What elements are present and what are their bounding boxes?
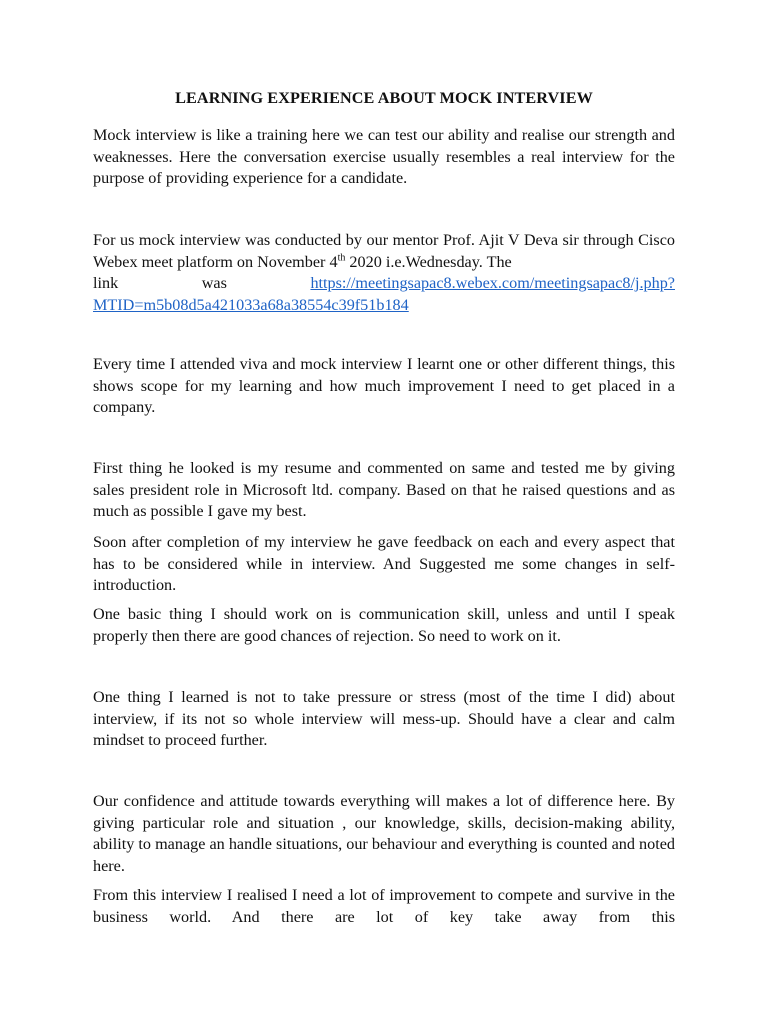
paragraph-confidence: Our confidence and attitude towards everything will makes a lot of difference here. By giving particular role and situation , our knowledge, skills, decision-making ability, ability to manage an handle situations, our behaviour and everything is counted and noted here. <box>93 792 675 875</box>
paragraph-text: For us mock interview was conducted by our mentor Prof. Ajit V Deva sir through Cisco Webex meet platform on November 4 <box>93 231 675 271</box>
paragraph-learning-scope: Every time I attended viva and mock interview I learnt one or other different things, this shows scope for my learning and how much improvement I need to get placed in a company. <box>93 355 675 416</box>
paragraph-pressure: One thing I learned is not to take pressure or stress (most of the time I did) about interview, if its not so whole interview will mess-up. Should have a clear and calm mindset to proceed further. <box>93 688 675 749</box>
meeting-link[interactable]: https://meetingsapac8.webex.com/meetingsapac8/j.php? <box>310 274 675 292</box>
paragraph-resume-review: First thing he looked is my resume and commented on same and tested me by giving sales president role in Microsoft ltd. company. Based on that he raised questions and as much as possible I gave my best. <box>93 459 675 520</box>
paragraph-definition: Mock interview is like a training here we can test our ability and realise our strength and weaknesses. Here the conversation exercise usually resembles a real interview for the purpose of providing experience for a candidate. <box>93 126 675 187</box>
document-page <box>93 0 675 1024</box>
page-title: LEARNING EXPERIENCE ABOUT MOCK INTERVIEW <box>175 89 593 107</box>
meeting-link-continued[interactable]: MTID=m5b08d5a421033a68a38554c39f51b184 <box>93 295 409 314</box>
paragraph-feedback: Soon after completion of my interview he gave feedback on each and every aspect that has to be considered while in interview. And Suggested me some changes in self-introduction. <box>93 533 675 594</box>
paragraph-meeting-details <box>93 230 675 316</box>
link-line <box>93 273 675 295</box>
paragraph-improvement: From this interview I realised I need a lot of improvement to compete and survive in the business world. And there are lot of key take away from this <box>93 886 675 926</box>
paragraph-communication: One basic thing I should work on is communication skill, unless and until I speak properly then there are good chances of rejection. So need to work on it. <box>93 605 675 645</box>
link-label-was: was <box>201 274 227 292</box>
link-label: link <box>93 274 119 292</box>
paragraph-text: 2020 i.e.Wednesday. The <box>345 252 512 271</box>
date-superscript: th <box>337 252 346 264</box>
